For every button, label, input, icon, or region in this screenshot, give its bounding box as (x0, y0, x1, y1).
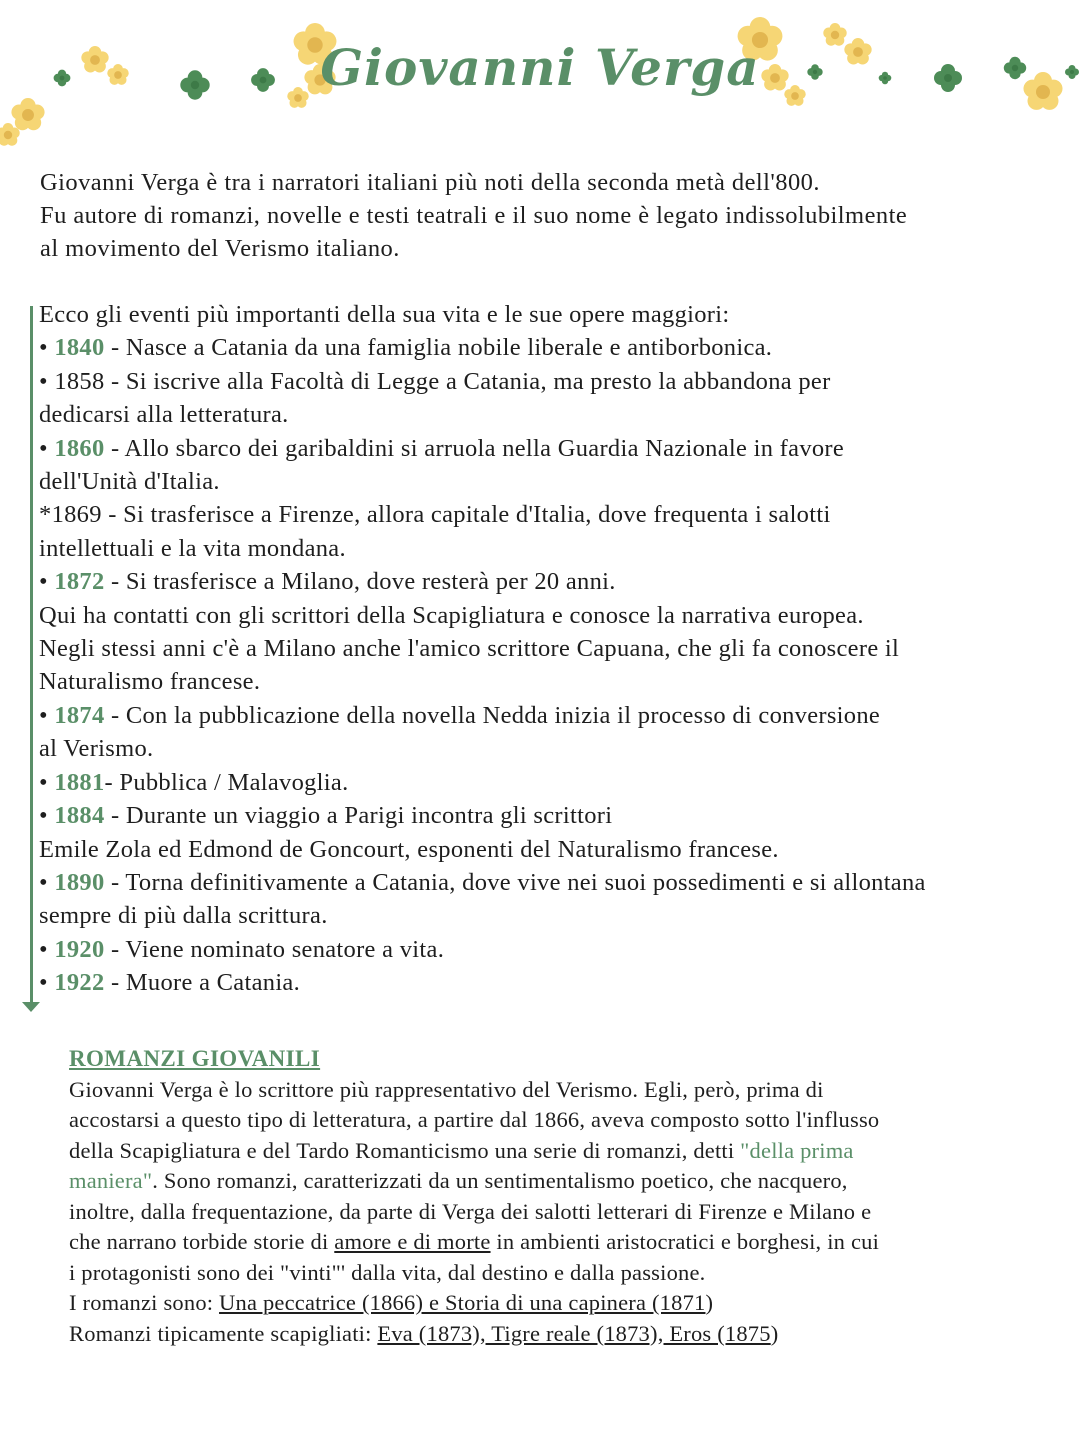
timeline-event: *1869 - Si trasferisce a Firenze, allora capitale d'Italia, dove frequenta i salotti (39, 501, 831, 529)
timeline-event: • 1860 - Allo sbarco dei garibaldini si arruola nella Guardia Nazionale in favore (39, 434, 845, 462)
event-year: 1920 (54, 935, 105, 963)
intro-line: Giovanni Verga è tra i narratori italiani più noti della seconda metà dell'800. (40, 169, 820, 196)
intro-paragraph (40, 166, 1060, 265)
timeline-event-cont: Naturalismo francese. (39, 668, 261, 696)
timeline-event: • 1884 - Durante un viaggio a Parigi incontra gli scrittori (39, 802, 613, 830)
flower-icon (11, 98, 44, 130)
romanzi-line: che narrano torbide storie di amore e di morte in ambienti aristocratici e borghesi, in cui (69, 1229, 880, 1254)
section-title: ROMANZI GIOVANILI (69, 1046, 321, 1071)
event-year: 1881 (54, 768, 105, 796)
timeline-event: • 1920 - Viene nominato senatore a vita. (39, 935, 445, 963)
event-year: 1869 (51, 501, 102, 529)
romanzi-line: inoltre, dalla frequentazione, da parte di Verga dei salotti letterari di Firenze e Milano e (69, 1198, 872, 1224)
event-year: 1884 (54, 802, 105, 830)
romanzi-line: della Scapigliatura e del Tardo Romanticismo una serie di romanzi, detti "della prima (69, 1137, 854, 1163)
romanzi-line: maniera". Sono romanzi, caratterizzati da un sentimentalismo poetico, che nacquero, (69, 1168, 848, 1193)
romanzi-works-line: I romanzi sono: Una peccatrice (1866) e Storia di una capinera (1871) (69, 1290, 714, 1315)
timeline-event: • 1872 - Si trasferisce a Milano, dove resterà per 20 anni. (39, 568, 616, 596)
event-year: 1858 (54, 367, 105, 395)
timeline-event: • 1858 - Si iscrive alla Facoltà di Legge a Catania, ma presto la abbandona per (39, 367, 831, 395)
timeline-event-cont: Negli stessi anni c'è a Milano anche l'amico scrittore Capuana, che gli fa conoscere il (39, 635, 900, 663)
timeline-event-cont: dedicarsi alla letteratura. (39, 401, 289, 429)
event-year: 1922 (54, 969, 105, 997)
event-year: 1840 (54, 334, 105, 362)
romanzi-line: i protagonisti sono dei "vinti"' dalla vita, dal destino e dalla passione. (69, 1259, 706, 1285)
event-year: 1860 (54, 434, 105, 462)
timeline-event-cont: al Verismo. (39, 735, 154, 763)
page-title: Giovanni Verga (320, 38, 760, 97)
event-year: 1874 (54, 701, 105, 729)
timeline (39, 298, 1079, 1000)
timeline-event: • 1890 - Torna definitivamente a Catania, dove vive nei suoi possedimenti e si allontana (39, 868, 926, 896)
timeline-event: • 1922 - Muore a Catania. (39, 969, 301, 997)
timeline-heading: Ecco gli eventi più importanti della sua vita e le sue opere maggiori: (39, 301, 730, 328)
timeline-arrow-icon (22, 1002, 40, 1012)
intro-line: al movimento del Verismo italiano. (40, 235, 400, 262)
timeline-line (30, 306, 33, 1006)
timeline-event-cont: Qui ha contatti con gli scrittori della Scapigliatura e conosce la narrativa europea. (39, 601, 864, 629)
event-year: 1890 (54, 868, 105, 896)
timeline-event-cont: sempre di più dalla scrittura. (39, 902, 328, 930)
timeline-event-cont: intellettuali e la vita mondana. (39, 534, 346, 562)
intro-line: Fu autore di romanzi, novelle e testi teatrali e il suo nome è legato indissolubilmente (40, 202, 908, 229)
romanzi-line: Giovanni Verga è lo scrittore più rappresentativo del Verismo. Egli, però, prima di (69, 1076, 824, 1102)
event-year: 1872 (54, 568, 105, 596)
timeline-event: • 1874 - Con la pubblicazione della novella Nedda inizia il processo di conversione (39, 701, 881, 729)
romanzi-section (69, 1044, 1059, 1349)
romanzi-line: accostarsi a questo tipo di letteratura, a partire dal 1866, aveva composto sotto l'influsso (69, 1107, 880, 1132)
timeline-event: • 1840 - Nasce a Catania da una famiglia nobile liberale e antiborbonica. (39, 334, 773, 362)
timeline-event-cont: Emile Zola ed Edmond de Goncourt, esponenti del Naturalismo francese. (39, 835, 779, 863)
romanzi-works-line: Romanzi tipicamente scapigliati: Eva (1873), Tigre reale (1873), Eros (1875) (69, 1320, 779, 1346)
timeline-event-cont: dell'Unità d'Italia. (39, 468, 220, 496)
timeline-event: • 1881- Pubblica / Malavoglia. (39, 768, 349, 796)
